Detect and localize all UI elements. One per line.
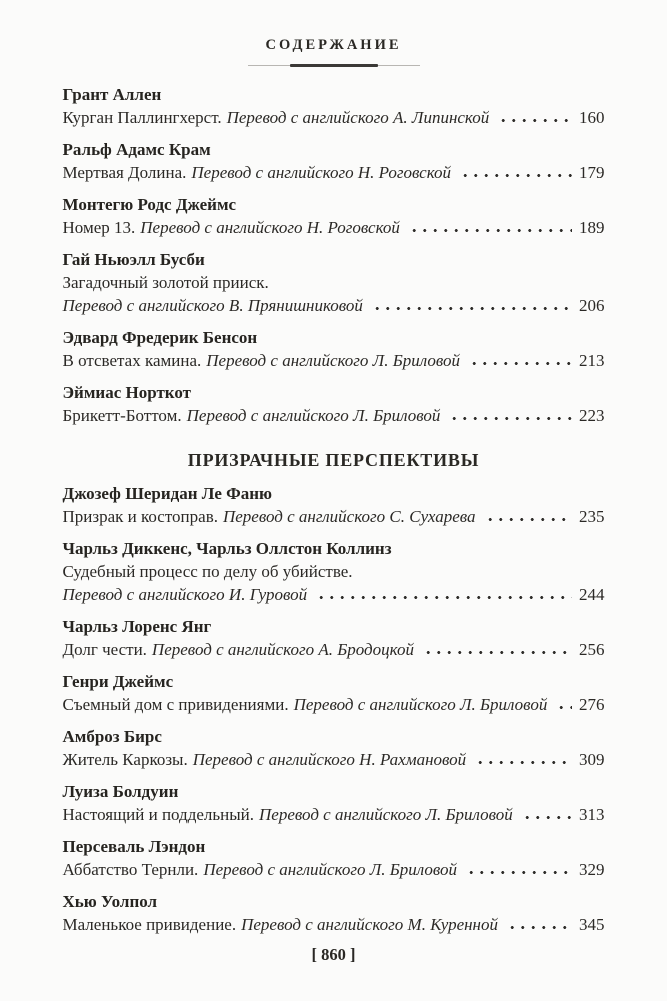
entry-translator-text: Перевод с английского Л. Бриловой <box>259 805 513 824</box>
entry-title-text: Мертвая Долина. <box>62 163 187 182</box>
dot-leader <box>520 815 572 820</box>
entry-page-number: 223 <box>579 406 605 425</box>
entry-title-text: Призрак и костоправ. <box>62 507 218 526</box>
entry-translator-text: Перевод с английского Л. Бриловой <box>206 351 460 370</box>
entry-line <box>63 858 605 881</box>
entry-page-number: 206 <box>579 296 605 315</box>
dot-leader <box>447 416 572 421</box>
entry-title-text: Долг чести. <box>62 640 147 659</box>
toc-entry <box>63 248 605 317</box>
entry-page-number: 189 <box>579 218 605 237</box>
toc-entry <box>63 780 605 826</box>
entry-translator-text: Перевод с английского А. Липинской <box>226 108 490 127</box>
toc-sections <box>63 83 605 936</box>
entry-author: Монтегю Родс Джеймс <box>62 195 237 214</box>
entry-title-text: В отсветах камина. <box>62 351 202 370</box>
entry-author: Генри Джеймс <box>62 672 174 691</box>
entry-title-text: Брикетт-Боттом. <box>62 406 182 425</box>
entry-line <box>63 803 605 826</box>
entry-page-number: 313 <box>579 805 605 824</box>
entry-page-number: 235 <box>579 507 605 526</box>
entry-page-number: 160 <box>579 108 605 127</box>
entry-author: Чарльз Диккенс, Чарльз Оллстон Коллинз <box>62 539 392 558</box>
entry-page-number: 213 <box>579 351 605 370</box>
toc-entry <box>63 537 605 606</box>
toc-entry <box>63 482 605 528</box>
entry-page-number: 276 <box>579 695 605 714</box>
entry-translator-text: Перевод с английского Л. Бриловой <box>203 860 458 879</box>
entry-line <box>63 913 605 936</box>
toc-entry <box>63 615 605 661</box>
dot-leader <box>458 173 572 178</box>
divider-thick-rule <box>290 64 378 67</box>
entry-title-text: Загадочный золотой прииск. <box>62 273 269 292</box>
entry-translator-text: Перевод с английского Н. Роговской <box>191 163 452 182</box>
page-title: СОДЕРЖАНИЕ <box>265 37 402 53</box>
entry-line <box>63 161 605 184</box>
entry-author: Ральф Адамс Крам <box>62 140 211 159</box>
entry-title-text: Житель Каркозы. <box>62 750 188 769</box>
entry-author: Гай Ньюэлл Бусби <box>62 250 205 269</box>
dot-leader <box>496 118 572 123</box>
entry-line <box>63 294 605 317</box>
entry-line <box>63 349 605 372</box>
entry-author: Луиза Болдуин <box>62 782 179 801</box>
entry-translator-text: Перевод с английского Л. Бриловой <box>186 406 441 425</box>
toc-entry <box>63 326 605 372</box>
dot-leader <box>473 760 572 765</box>
dot-leader <box>370 306 572 311</box>
toc-content <box>63 0 605 965</box>
entry-translator-text: Перевод с английского С. Сухарева <box>222 507 476 526</box>
entry-author: Хью Уолпол <box>62 892 158 911</box>
entry-line <box>63 271 605 294</box>
entry-translator-text: Перевод с английского В. Прянишниковой <box>62 296 363 315</box>
entry-title-text: Номер 13. <box>62 218 136 237</box>
entry-author: Джозеф Шеридан Ле Фаню <box>62 484 273 503</box>
dot-leader <box>314 595 572 600</box>
entry-page-number: 179 <box>579 163 605 182</box>
entry-line <box>63 106 605 129</box>
toc-entry <box>63 670 605 716</box>
entry-title-text: Маленькое привидение. <box>62 915 237 934</box>
entry-line <box>63 583 605 606</box>
entry-line <box>63 748 605 771</box>
entry-author: Амброз Бирс <box>62 727 162 746</box>
entry-page-number: 244 <box>579 585 605 604</box>
entry-page-number: 345 <box>579 915 605 934</box>
entry-translator-text: Перевод с английского Л. Бриловой <box>293 695 548 714</box>
toc-entry <box>63 890 605 936</box>
dot-leader <box>554 705 572 710</box>
entry-line <box>63 638 605 661</box>
toc-entry <box>63 193 605 239</box>
entry-page-number: 256 <box>579 640 605 659</box>
toc-entry <box>63 835 605 881</box>
dot-leader <box>464 870 572 875</box>
dot-leader <box>421 650 572 655</box>
entry-title-text: Курган Паллингхерст. <box>62 108 222 127</box>
entry-translator-text: Перевод с английского М. Куренной <box>241 915 498 934</box>
entry-title-text: Судебный процесс по делу об убийстве. <box>62 562 353 581</box>
entry-title-text: Аббатство Тернли. <box>62 860 199 879</box>
header-divider <box>248 63 420 68</box>
toc-entry <box>63 138 605 184</box>
toc-entry <box>63 83 605 129</box>
dot-leader <box>467 361 572 366</box>
entry-author: Персеваль Лэндон <box>62 837 206 856</box>
entry-line <box>63 560 605 583</box>
entry-translator-text: Перевод с английского Н. Роговской <box>140 218 400 237</box>
entry-translator-text: Перевод с английского И. Гуровой <box>62 585 308 604</box>
entry-translator-text: Перевод с английского А. Бродоцкой <box>151 640 414 659</box>
toc-section <box>63 448 605 936</box>
entry-page-number: 309 <box>579 750 605 769</box>
dot-leader <box>407 228 572 233</box>
dot-leader <box>483 517 572 522</box>
section-heading: ПРИЗРАЧНЫЕ ПЕРСПЕКТИВЫ <box>187 450 480 470</box>
entry-title-text: Съемный дом с привидениями. <box>62 695 289 714</box>
entry-line <box>63 216 605 239</box>
toc-entry <box>63 381 605 427</box>
folio-page-number: [ 860 ] <box>311 945 356 964</box>
dot-leader <box>505 925 572 930</box>
entry-author: Грант Аллен <box>62 85 162 104</box>
entry-page-number: 329 <box>579 860 605 879</box>
entry-line <box>63 693 605 716</box>
entry-author: Эймиас Норткот <box>62 383 191 402</box>
toc-section <box>63 83 605 427</box>
toc-entry <box>63 725 605 771</box>
entry-line <box>63 505 605 528</box>
entry-translator-text: Перевод с английского Н. Рахмановой <box>192 750 467 769</box>
entry-author: Чарльз Лоренс Янг <box>62 617 212 636</box>
entry-author: Эдвард Фредерик Бенсон <box>62 328 258 347</box>
entry-title-text: Настоящий и поддельный. <box>62 805 255 824</box>
entry-line <box>63 404 605 427</box>
